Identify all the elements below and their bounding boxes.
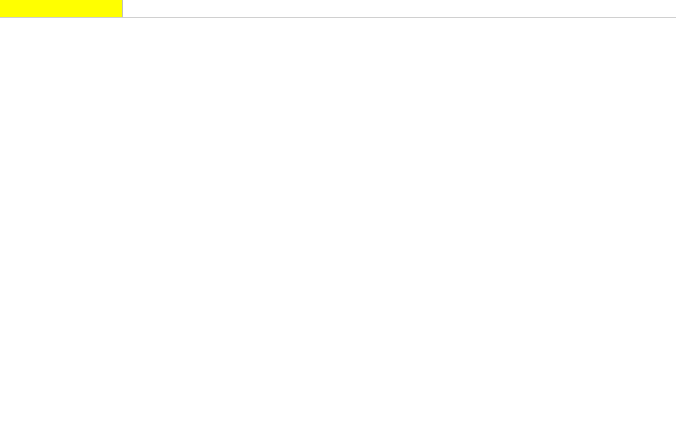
- sheet-title[interactable]: [0, 0, 123, 17]
- title-row: [0, 0, 676, 18]
